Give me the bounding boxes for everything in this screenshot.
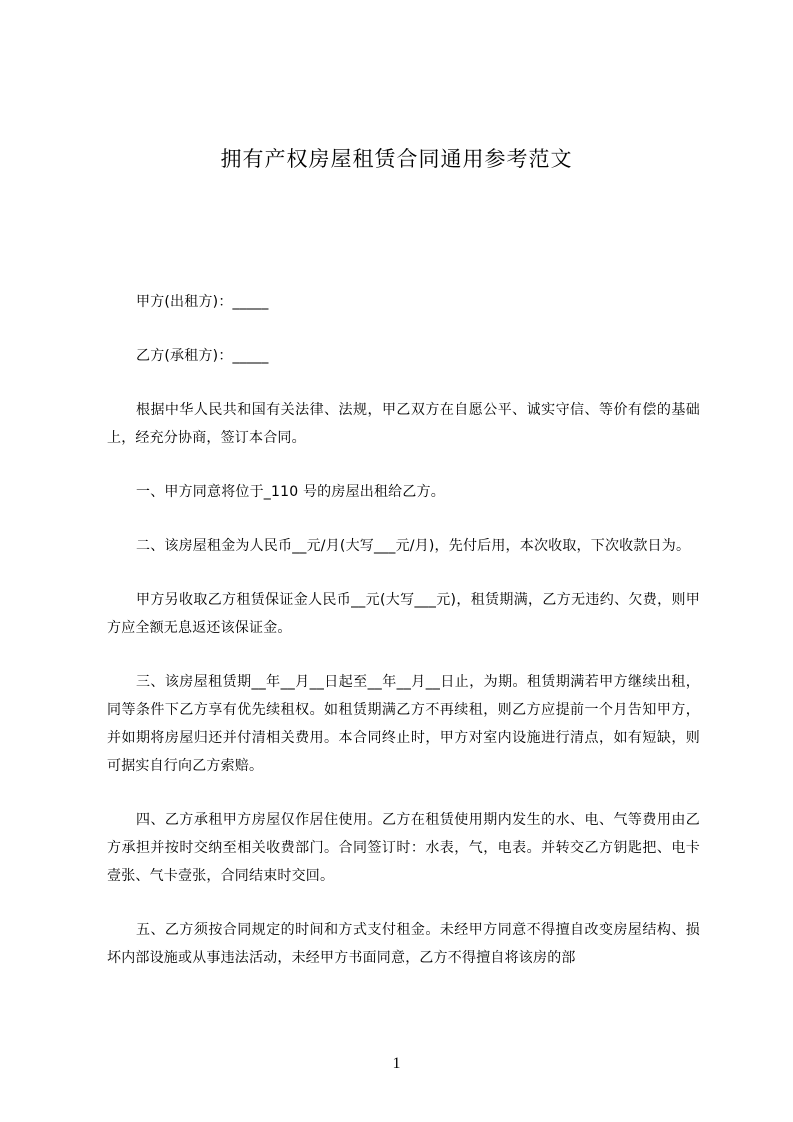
clause-3-paragraph: 三、该房屋租赁期__年__月__日起至__年__月__日止，为期。租赁期满若甲方继续出租，同等条件下乙方享有优先续租权。如租赁期满乙方不再续租，则乙方应提前一个月告知甲方，并如期将房屋归还并付清相关费用。本合同终止时，甲方对室内设施进行清点，如有短缺，则可据实自行向乙方索赔。 bbox=[107, 674, 700, 774]
paragraph-gap bbox=[107, 316, 700, 342]
party-b-line: 乙方(承租方)：_____ bbox=[136, 348, 269, 364]
paragraph-gap bbox=[107, 506, 700, 532]
party-a-line: 甲方(出租方)：_____ bbox=[136, 294, 269, 310]
paragraph-gap bbox=[107, 642, 700, 668]
clause-1-paragraph: 一、甲方同意将位于_110 号的房屋出租给乙方。 bbox=[136, 484, 445, 500]
clause-5-paragraph: 五、乙方须按合同规定的时间和方式支付租金。未经甲方同意不得擅自改变房屋结构、损坏内部设施或从事违法活动，未经甲方书面同意，乙方不得擅自将该房的部 bbox=[107, 922, 700, 966]
paragraph-gap bbox=[107, 890, 700, 916]
paragraph-gap bbox=[107, 370, 700, 396]
document-title: 拥有产权房屋租赁合同通用参考范文 bbox=[220, 147, 573, 171]
deposit-paragraph: 甲方另收取乙方租赁保证金人民币__元(大写___元)，租赁期满，乙方无违约、欠费，则甲方应全额无息返还该保证金。 bbox=[107, 592, 700, 636]
paragraph-gap bbox=[107, 560, 700, 586]
paragraph-gap bbox=[107, 452, 700, 478]
page-number: 1 bbox=[392, 1055, 401, 1072]
document-body bbox=[107, 288, 700, 972]
preamble-paragraph: 根据中华人民共和国有关法律、法规，甲乙双方在自愿公平、诚实守信、等价有偿的基础上，经充分协商，签订本合同。 bbox=[107, 402, 700, 446]
clause-2-paragraph: 二、该房屋租金为人民币__元/月(大写___元/月)，先付后用，本次收取，下次收款日为。 bbox=[136, 538, 691, 554]
paragraph-gap bbox=[107, 780, 700, 806]
clause-4-paragraph: 四、乙方承租甲方房屋仅作居住使用。乙方在租赁使用期内发生的水、电、气等费用由乙方承担并按时交纳至相关收费部门。合同签订时：水表，气，电表。并转交乙方钥匙把、电卡壹张、气卡壹张，合同结束时交回。 bbox=[107, 812, 700, 884]
